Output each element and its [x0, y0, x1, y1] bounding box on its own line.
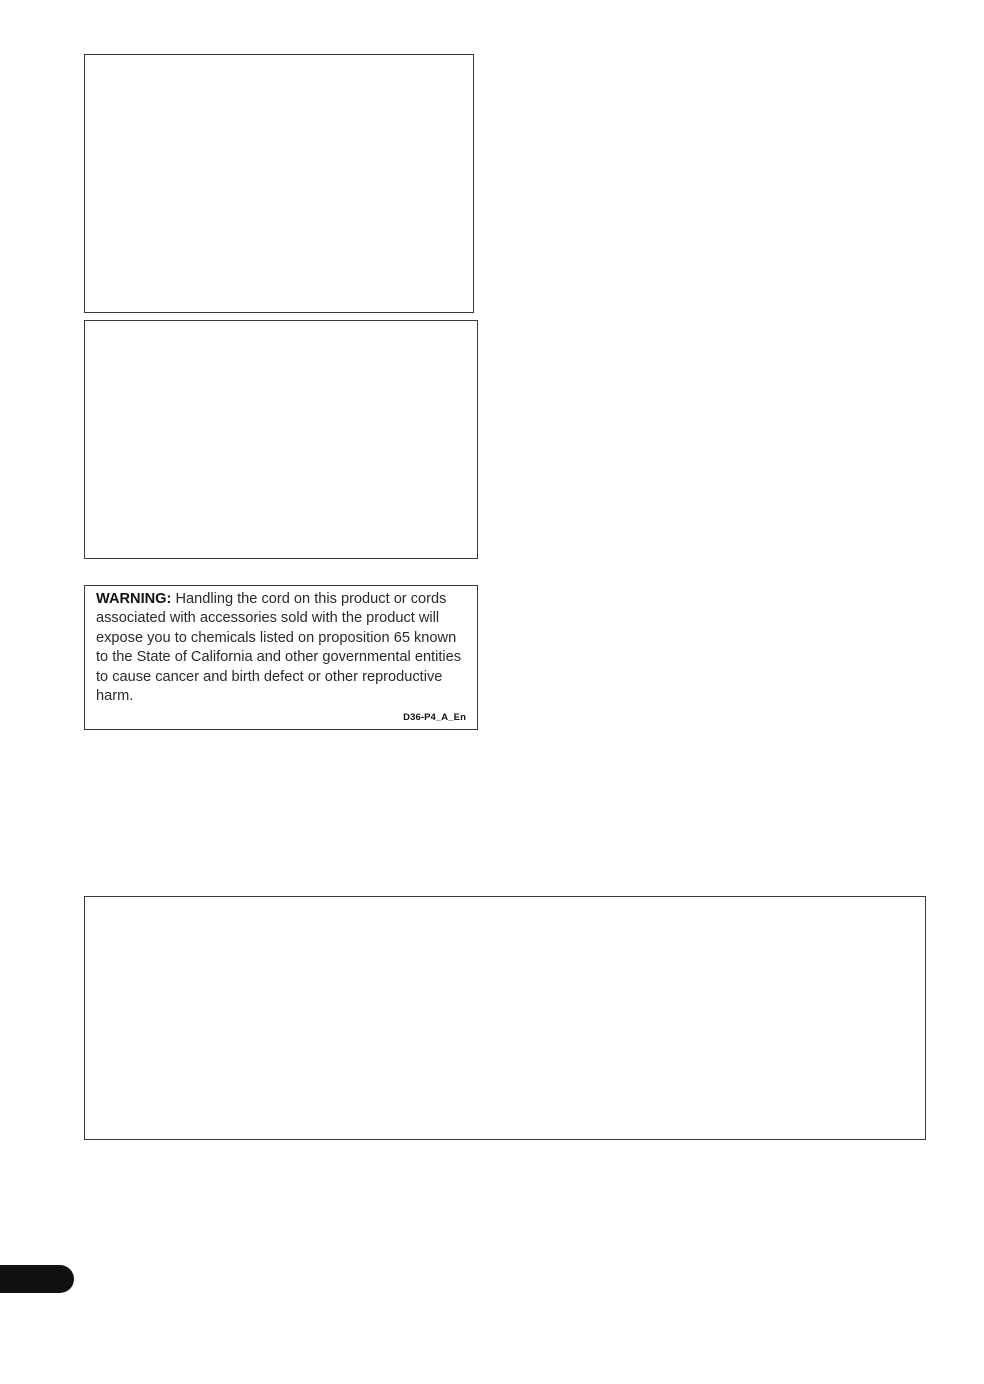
warning-box — [84, 585, 478, 730]
document-code: D36-P4_A_En — [403, 712, 466, 723]
notice-box-1 — [84, 54, 474, 313]
warning-label: WARNING: — [96, 591, 172, 607]
warning-body: Handling the cord on this product or cords associated with accessories sold with the product will expose you to chemicals listed on proposition 65 known to the State of California and other governmental entities to cause cancer and birth defect or other reproductive harm. — [96, 591, 462, 705]
page-number-tab — [0, 1265, 74, 1293]
warning-text — [96, 590, 468, 706]
notice-box-4 — [84, 896, 926, 1140]
notice-box-2 — [84, 320, 478, 559]
